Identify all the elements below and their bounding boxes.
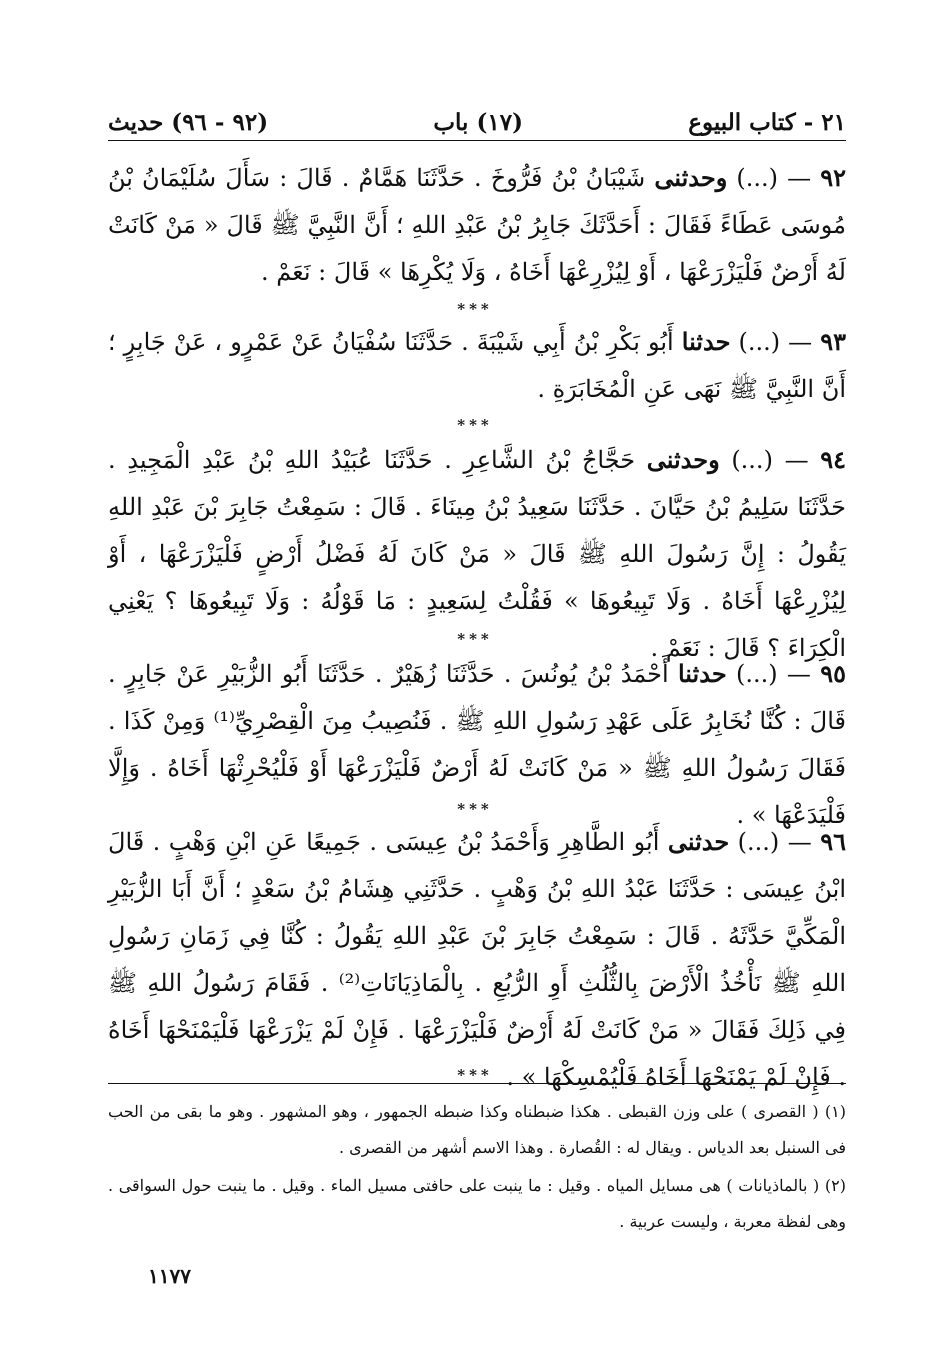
section-separator: *** [457,300,493,318]
hadith-text: حَجَّاجُ بْنُ الشَّاعِرِ . حَدَّثَنَا عُبَيْدُ اللهِ بْنُ عَبْدِ الْمَجِيدِ . حَدَّثَنَا سَلِيمُ بْنُ حَيَّانَ . حَدَّثَنَا سَعِيدُ بْنُ مِينَاءَ . قَالَ : سَمِعْتُ جَابِرَ بْنَ عَبْدِ اللهِ يَقُولُ : إِنَّ رَسُولَ اللهِ ﷺ قَالَ « مَنْ كَانَ لَهُ فَضْلُ أَرْضٍ فَلْيَزْرَعْهَا ، أَوْ لِيُزْرِعْهَا أَخَاهُ . وَلَا تَبِيعُوهَا » فَقُلْتُ لِسَعِيدٍ : مَا قَوْلُهُ : وَلَا تَبِيعُوهَا ؟ يَعْنِي الْكِرَاءَ ؟ قَالَ : نَعَمْ . [108,446,846,662]
section-separator: *** [457,1066,493,1084]
hadith-text: أَبُو الطَّاهِرِ وَأَحْمَدُ بْنُ عِيسَى . جَمِيعًا عَنِ ابْنِ وَهْبٍ . قَالَ ابْنُ عِيسَى : حَدَّثَنَا عَبْدُ اللهِ بْنُ وَهْبٍ . حَدَّثَنِي هِشَامُ بْنُ سَعْدٍ ؛ أَنَّ أَبَا الزُّبَيْرِ الْمَكِّيَّ حَدَّثَهُ . قَالَ : سَمِعْتُ جَابِرَ بْنَ عَبْدِ اللهِ يَقُولُ : كُنَّا فِي زَمَانِ رَسُولِ اللهِ ﷺ نَأْخُذُ الْأَرْضَ بِالثُّلُثِ أَوِ الرُّبُعِ . بِالْمَاذِيَانَاتِ⁽²⁾ . فَقَامَ رَسُولُ اللهِ ﷺ فِي ذَلِكَ فَقَالَ « مَنْ كَانَتْ لَهُ أَرْضٌ فَلْيَزْرَعْهَا . فَإِنْ لَمْ يَزْرَعْهَا فَلْيَمْنَحْهَا أَخَاهُ . فَإِنْ لَمْ يَمْنَحْهَا أَخَاهُ فَلْيُمْسِكْهَا » . [108,828,846,1091]
footnote-text: ( بالماذيانات ) هى مسايل المياه . وقيل : ما ينبت على حافتى مسيل الماء . وقيل . ما ينبت حول السواقى . وهى لفظة معربة ، وليست عربية . [108,1176,846,1231]
footnote-text: ( القصرى ) على وزن القبطى . هكذا ضبطناه وكذا ضبطه الجمهور ، وهو المشهور . وهو ما بقى من الحب فى السنبل بعد الدياس . ويقال له : القُصارة . وهذا الاسم أشهر من القصرى . [108,1102,846,1157]
section-separator: *** [457,630,493,648]
hadith-number: ٩٤ [820,445,846,474]
hadith-opening: حدثنا [677,659,727,688]
hadith-ref: (...) [737,828,780,856]
hadith-text: أَحْمَدُ بْنُ يُونُسَ . حَدَّثَنَا زُهَيْرٌ . حَدَّثَنَا أَبُو الزُّبَيْرِ عَنْ جَابِرٍ . قَالَ : كُنَّا نُخَابِرُ عَلَى عَهْدِ رَسُولِ اللهِ ﷺ . فَنُصِيبُ مِنَ الْقِصْرِيِّ⁽¹⁾ وَمِنْ كَذَا . فَقَالَ رَسُولُ اللهِ ﷺ « مَنْ كَانَتْ لَهُ أَرْضٌ فَلْيَزْرَعْهَا أَوْ فَلْيُحْرِثْهَا أَخَاهُ . وَإِلَّا فَلْيَدَعْهَا » . [108,660,846,829]
section-separator: *** [457,416,493,434]
hadith-ref: (...) [731,446,773,474]
hadith-number: ٩٥ [820,659,846,688]
hadith-ref: (...) [738,328,781,356]
page-number: ١١٧٧ [148,1264,191,1288]
hadith-93: ٩٣ — (...) حدثنا أَبُو بَكْرِ بْنُ أَبِي شَيْبَةَ . حَدَّثَنَا سُفْيَانُ عَنْ عَمْرٍو ، عَنْ جَابِرٍ ؛ أَنَّ النَّبِيَّ ﷺ نَهَى عَنِ الْمُخَابَرَةِ . [108,327,846,403]
hadith-ref: (...) [736,164,779,192]
header-book-title: ٢١ - كتاب البيوع [688,109,846,136]
hadith-opening: وحدثنى [646,445,720,474]
hadith-text: شَيْبَانُ بْنُ فَرُّوخَ . حَدَّثَنَا هَمَّامٌ . قَالَ : سَأَلَ سُلَيْمَانُ بْنُ مُوسَى عَطَاءً فَقَالَ : أَحَدَّثَكَ جَابِرُ بْنُ عَبْدِ اللهِ ؛ أَنَّ النَّبِيَّ ﷺ قَالَ « مَنْ كَانَتْ لَهُ أَرْضٌ فَلْيَزْرَعْهَا ، أَوْ لِيُزْرِعْهَا أَخَاهُ ، وَلَا يُكْرِهَا » قَالَ : نَعَمْ . [108,164,846,286]
footnote-mark: (٢) [824,1176,846,1195]
footnote-mark: (١) [824,1102,846,1121]
footnote-rule [108,1083,846,1084]
footnote-1 [108,1094,846,1166]
header-hadith-range: (٩٢ - ٩٦) حديث [108,109,269,136]
hadith-94: ٩٤ — (...) وحدثنى حَجَّاجُ بْنُ الشَّاعِرِ . حَدَّثَنَا عُبَيْدُ اللهِ بْنُ عَبْدِ الْمَجِيدِ . حَدَّثَنَا سَلِيمُ بْنُ حَيَّانَ . حَدَّثَنَا سَعِيدُ بْنُ مِينَاءَ . قَالَ : سَمِعْتُ جَابِرَ بْنَ عَبْدِ اللهِ يَقُولُ : إِنَّ رَسُولَ اللهِ ﷺ قَالَ « مَنْ كَانَ لَهُ فَضْلُ أَرْضٍ فَلْيَزْرَعْهَا ، أَوْ لِيُزْرِعْهَا أَخَاهُ . وَلَا تَبِيعُوهَا » فَقُلْتُ لِسَعِيدٍ : مَا قَوْلُهُ : وَلَا تَبِيعُوهَا ؟ يَعْنِي الْكِرَاءَ ؟ قَالَ : نَعَمْ . [108,445,846,662]
hadith-opening: حدثنى [667,827,730,856]
footnote-2 [108,1168,846,1240]
header-rule [108,140,846,141]
section-separator: *** [457,800,493,818]
hadith-number: ٩٣ [820,327,846,356]
hadith-92: ٩٢ — (...) وحدثنى شَيْبَانُ بْنُ فَرُّوخَ . حَدَّثَنَا هَمَّامٌ . قَالَ : سَأَلَ سُلَيْمَانُ بْنُ مُوسَى عَطَاءً فَقَالَ : أَحَدَّثَكَ جَابِرُ بْنُ عَبْدِ اللهِ ؛ أَنَّ النَّبِيَّ ﷺ قَالَ « مَنْ كَانَتْ لَهُ أَرْضٌ فَلْيَزْرَعْهَا ، أَوْ لِيُزْرِعْهَا أَخَاهُ ، وَلَا يُكْرِهَا » قَالَ : نَعَمْ . [108,163,846,286]
hadith-text: أَبُو بَكْرِ بْنُ أَبِي شَيْبَةَ . حَدَّثَنَا سُفْيَانُ عَنْ عَمْرٍو ، عَنْ جَابِرٍ ؛ أَنَّ النَّبِيَّ ﷺ نَهَى عَنِ الْمُخَابَرَةِ . [108,328,846,403]
hadith-ref: (...) [735,660,778,688]
hadith-number: ٩٦ [820,827,846,856]
hadith-opening: حدثنا [681,327,731,356]
hadith-96: ٩٦ — (...) حدثنى أَبُو الطَّاهِرِ وَأَحْمَدُ بْنُ عِيسَى . جَمِيعًا عَنِ ابْنِ وَهْبٍ . قَالَ ابْنُ عِيسَى : حَدَّثَنَا عَبْدُ اللهِ بْنُ وَهْبٍ . حَدَّثَنِي هِشَامُ بْنُ سَعْدٍ ؛ أَنَّ أَبَا الزُّبَيْرِ الْمَكِّيَّ حَدَّثَهُ . قَالَ : سَمِعْتُ جَابِرَ بْنَ عَبْدِ اللهِ يَقُولُ : كُنَّا فِي زَمَانِ رَسُولِ اللهِ ﷺ نَأْخُذُ الْأَرْضَ بِالثُّلُثِ أَوِ الرُّبُعِ . بِالْمَاذِيَانَاتِ⁽²⁾ . فَقَامَ رَسُولُ اللهِ ﷺ فِي ذَلِكَ فَقَالَ « مَنْ كَانَتْ لَهُ أَرْضٌ فَلْيَزْرَعْهَا . فَإِنْ لَمْ يَزْرَعْهَا فَلْيَمْنَحْهَا أَخَاهُ . فَإِنْ لَمْ يَمْنَحْهَا أَخَاهُ فَلْيُمْسِكْهَا » . [108,827,846,1091]
header-chapter: (١٧) باب [433,109,523,136]
running-header [108,96,846,136]
hadith-number: ٩٢ [820,163,846,192]
hadith-opening: وحدثنى [654,163,728,192]
hadith-95: ٩٥ — (...) حدثنا أَحْمَدُ بْنُ يُونُسَ . حَدَّثَنَا زُهَيْرٌ . حَدَّثَنَا أَبُو الزُّبَيْرِ عَنْ جَابِرٍ . قَالَ : كُنَّا نُخَابِرُ عَلَى عَهْدِ رَسُولِ اللهِ ﷺ . فَنُصِيبُ مِنَ الْقِصْرِيِّ⁽¹⁾ وَمِنْ كَذَا . فَقَالَ رَسُولُ اللهِ ﷺ « مَنْ كَانَتْ لَهُ أَرْضٌ فَلْيَزْرَعْهَا أَوْ فَلْيُحْرِثْهَا أَخَاهُ . وَإِلَّا فَلْيَدَعْهَا » . [108,659,846,829]
